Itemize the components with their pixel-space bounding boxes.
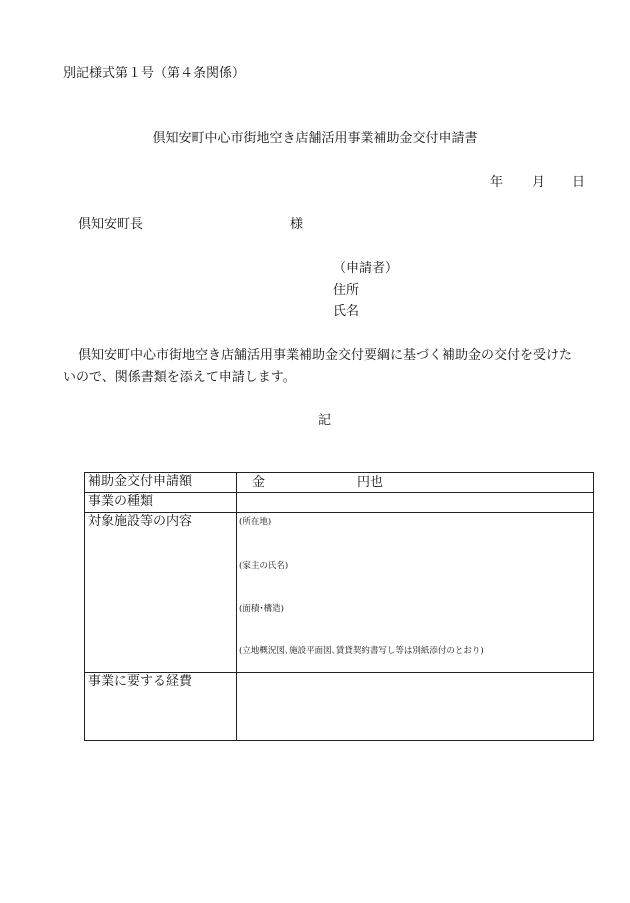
table-row bbox=[85, 513, 594, 673]
table-row bbox=[85, 493, 594, 513]
amount-value-cell bbox=[237, 473, 594, 493]
expenses-value bbox=[237, 673, 594, 741]
facility-area-label: (面積･構造) bbox=[239, 604, 284, 614]
facility-attachments-note: (立地概況図､施設平面図､賃貸契約書写し等は別紙添付のとおり) bbox=[239, 646, 484, 656]
facility-location-label: (所在地) bbox=[239, 517, 272, 527]
document-title: 倶知安町中心市街地空き店舗活用事業補助金交付申請書 bbox=[152, 131, 478, 146]
business-type-value bbox=[237, 493, 594, 513]
date-year-label: 年 bbox=[490, 175, 504, 190]
applicant-heading: （申請者） bbox=[333, 261, 399, 276]
body-text-line-1: 倶知安町中心市街地空き店舗活用事業補助金交付要綱に基づく補助金の交付を受けた bbox=[78, 348, 573, 363]
facility-owner-label: (家主の氏名) bbox=[239, 561, 289, 571]
amount-suffix: 円也 bbox=[357, 475, 384, 490]
table-row bbox=[85, 673, 594, 741]
amount-prefix: 金 bbox=[252, 475, 266, 490]
body-text-line-2: いので、関係書類を添えて申請します。 bbox=[63, 370, 296, 385]
amount-label: 補助金交付申請額 bbox=[85, 473, 237, 493]
facility-label: 対象施設等の内容 bbox=[85, 513, 237, 673]
table-row bbox=[85, 473, 594, 493]
date-day-label: 日 bbox=[572, 175, 586, 190]
date-month-label: 月 bbox=[532, 175, 546, 190]
addressee-name: 倶知安町長 bbox=[78, 217, 144, 232]
applicant-address-label: 住所 bbox=[333, 283, 360, 298]
addressee-honorific: 様 bbox=[290, 217, 304, 232]
form-number: 別記様式第１号（第４条関係） bbox=[63, 66, 246, 81]
application-table bbox=[84, 472, 594, 741]
business-type-label: 事業の種類 bbox=[85, 493, 237, 513]
applicant-name-label: 氏名 bbox=[333, 304, 360, 319]
expenses-label: 事業に要する経費 bbox=[85, 673, 237, 741]
ki-marker: 記 bbox=[318, 413, 332, 428]
facility-details bbox=[237, 513, 594, 673]
